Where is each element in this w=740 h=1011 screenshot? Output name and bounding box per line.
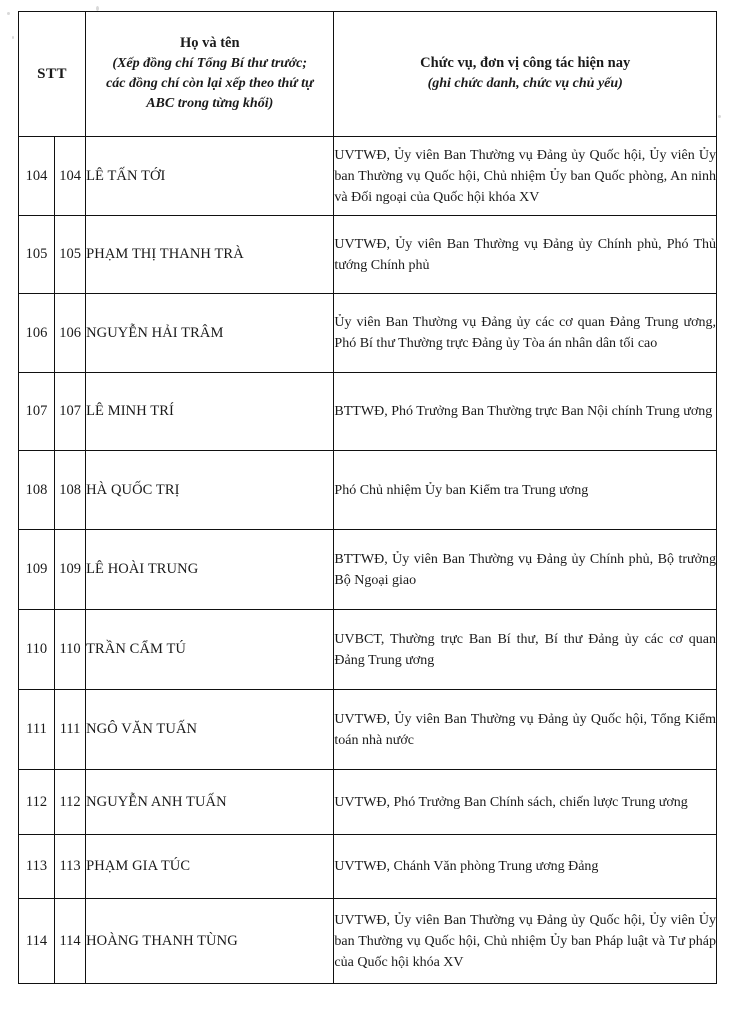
column-header-name <box>86 12 334 137</box>
table-body <box>19 137 717 984</box>
table-row <box>19 294 717 373</box>
row-person-name: HÀ QUỐC TRỊ <box>86 451 334 530</box>
row-index-secondary: 111 <box>55 690 86 770</box>
row-index-secondary: 113 <box>55 835 86 899</box>
scan-speckle <box>7 12 10 15</box>
header-row <box>19 12 717 137</box>
row-person-name: TRẦN CẨM TÚ <box>86 610 334 690</box>
row-person-name: NGUYỄN HẢI TRÂM <box>86 294 334 373</box>
row-index-secondary: 106 <box>55 294 86 373</box>
row-index-secondary: 114 <box>55 899 86 984</box>
row-position: Ủy viên Ban Thường vụ Đảng ủy các cơ quan Đảng Trung ương, Phó Bí thư Thường trực Đảng ủy Tòa án nhân dân tối cao <box>334 294 717 373</box>
row-person-name: LÊ HOÀI TRUNG <box>86 530 334 610</box>
scan-speckle <box>718 115 721 118</box>
table-row <box>19 451 717 530</box>
row-person-name: NGÔ VĂN TUẤN <box>86 690 334 770</box>
column-header-position-subtitle: (ghi chức danh, chức vụ chủ yếu) <box>427 75 623 91</box>
row-person-name: PHẠM GIA TÚC <box>86 835 334 899</box>
row-index-secondary: 108 <box>55 451 86 530</box>
table-row <box>19 770 717 835</box>
row-index-primary: 108 <box>19 451 55 530</box>
row-index-primary: 111 <box>19 690 55 770</box>
row-index-secondary: 112 <box>55 770 86 835</box>
row-index-primary: 114 <box>19 899 55 984</box>
row-position: BTTWĐ, Phó Trưởng Ban Thường trực Ban Nội chính Trung ương <box>334 373 717 451</box>
row-position: UVBCT, Thường trực Ban Bí thư, Bí thư Đảng ủy các cơ quan Đảng Trung ương <box>334 610 717 690</box>
row-person-name: LÊ MINH TRÍ <box>86 373 334 451</box>
table-row <box>19 137 717 216</box>
table-header <box>19 12 717 137</box>
table-row <box>19 610 717 690</box>
row-person-name: HOÀNG THANH TÙNG <box>86 899 334 984</box>
row-index-secondary: 104 <box>55 137 86 216</box>
column-header-position <box>334 12 717 137</box>
row-position: UVTWĐ, Ủy viên Ban Thường vụ Đảng ủy Quốc hội, Tổng Kiểm toán nhà nước <box>334 690 717 770</box>
row-index-primary: 109 <box>19 530 55 610</box>
column-header-stt: STT <box>19 12 86 137</box>
row-index-primary: 107 <box>19 373 55 451</box>
row-index-secondary: 107 <box>55 373 86 451</box>
column-header-position-title: Chức vụ, đơn vị công tác hiện nay <box>420 55 631 72</box>
row-position: UVTWĐ, Chánh Văn phòng Trung ương Đảng <box>334 835 717 899</box>
column-header-name-title: Họ và tên <box>179 35 240 52</box>
table-row <box>19 899 717 984</box>
row-index-secondary: 110 <box>55 610 86 690</box>
row-index-secondary: 105 <box>55 216 86 294</box>
column-header-name-subtitle <box>86 54 333 114</box>
row-position: UVTWĐ, Phó Trưởng Ban Chính sách, chiến lược Trung ương <box>334 770 717 835</box>
row-index-primary: 110 <box>19 610 55 690</box>
row-position: UVTWĐ, Ủy viên Ban Thường vụ Đảng ủy Quốc hội, Ủy viên Ủy ban Thường vụ Quốc hội, Chủ nhiệm Ủy ban Quốc phòng, An ninh và Đối ngoại của Quốc hội khóa XV <box>334 137 717 216</box>
row-index-primary: 106 <box>19 294 55 373</box>
row-index-primary: 113 <box>19 835 55 899</box>
table-row <box>19 530 717 610</box>
row-position: UVTWĐ, Ủy viên Ban Thường vụ Đảng ủy Chính phủ, Phó Thủ tướng Chính phủ <box>334 216 717 294</box>
table-row <box>19 835 717 899</box>
row-position: BTTWĐ, Ủy viên Ban Thường vụ Đảng ủy Chính phủ, Bộ trưởng Bộ Ngoại giao <box>334 530 717 610</box>
table-row <box>19 373 717 451</box>
scan-speckle <box>12 36 14 39</box>
row-person-name: NGUYỄN ANH TUẤN <box>86 770 334 835</box>
row-position: Phó Chủ nhiệm Ủy ban Kiểm tra Trung ương <box>334 451 717 530</box>
column-header-name-subtitle-line1: (Xếp đồng chí Tổng Bí thư trước; <box>112 55 308 71</box>
row-person-name: LÊ TẤN TỚI <box>86 137 334 216</box>
table-row <box>19 216 717 294</box>
personnel-table <box>18 11 717 984</box>
row-index-secondary: 109 <box>55 530 86 610</box>
row-index-primary: 112 <box>19 770 55 835</box>
row-index-primary: 104 <box>19 137 55 216</box>
column-header-name-subtitle-line3: ABC trong từng khối) <box>146 95 274 111</box>
row-person-name: PHẠM THỊ THANH TRÀ <box>86 216 334 294</box>
table-row <box>19 690 717 770</box>
column-header-name-subtitle-line2: các đồng chí còn lại xếp theo thứ tự <box>106 75 314 91</box>
row-position: UVTWĐ, Ủy viên Ban Thường vụ Đảng ủy Quốc hội, Ủy viên Ủy ban Thường vụ Quốc hội, Chủ nhiệm Ủy ban Pháp luật và Tư pháp của Quốc hội khóa XV <box>334 899 717 984</box>
row-index-primary: 105 <box>19 216 55 294</box>
